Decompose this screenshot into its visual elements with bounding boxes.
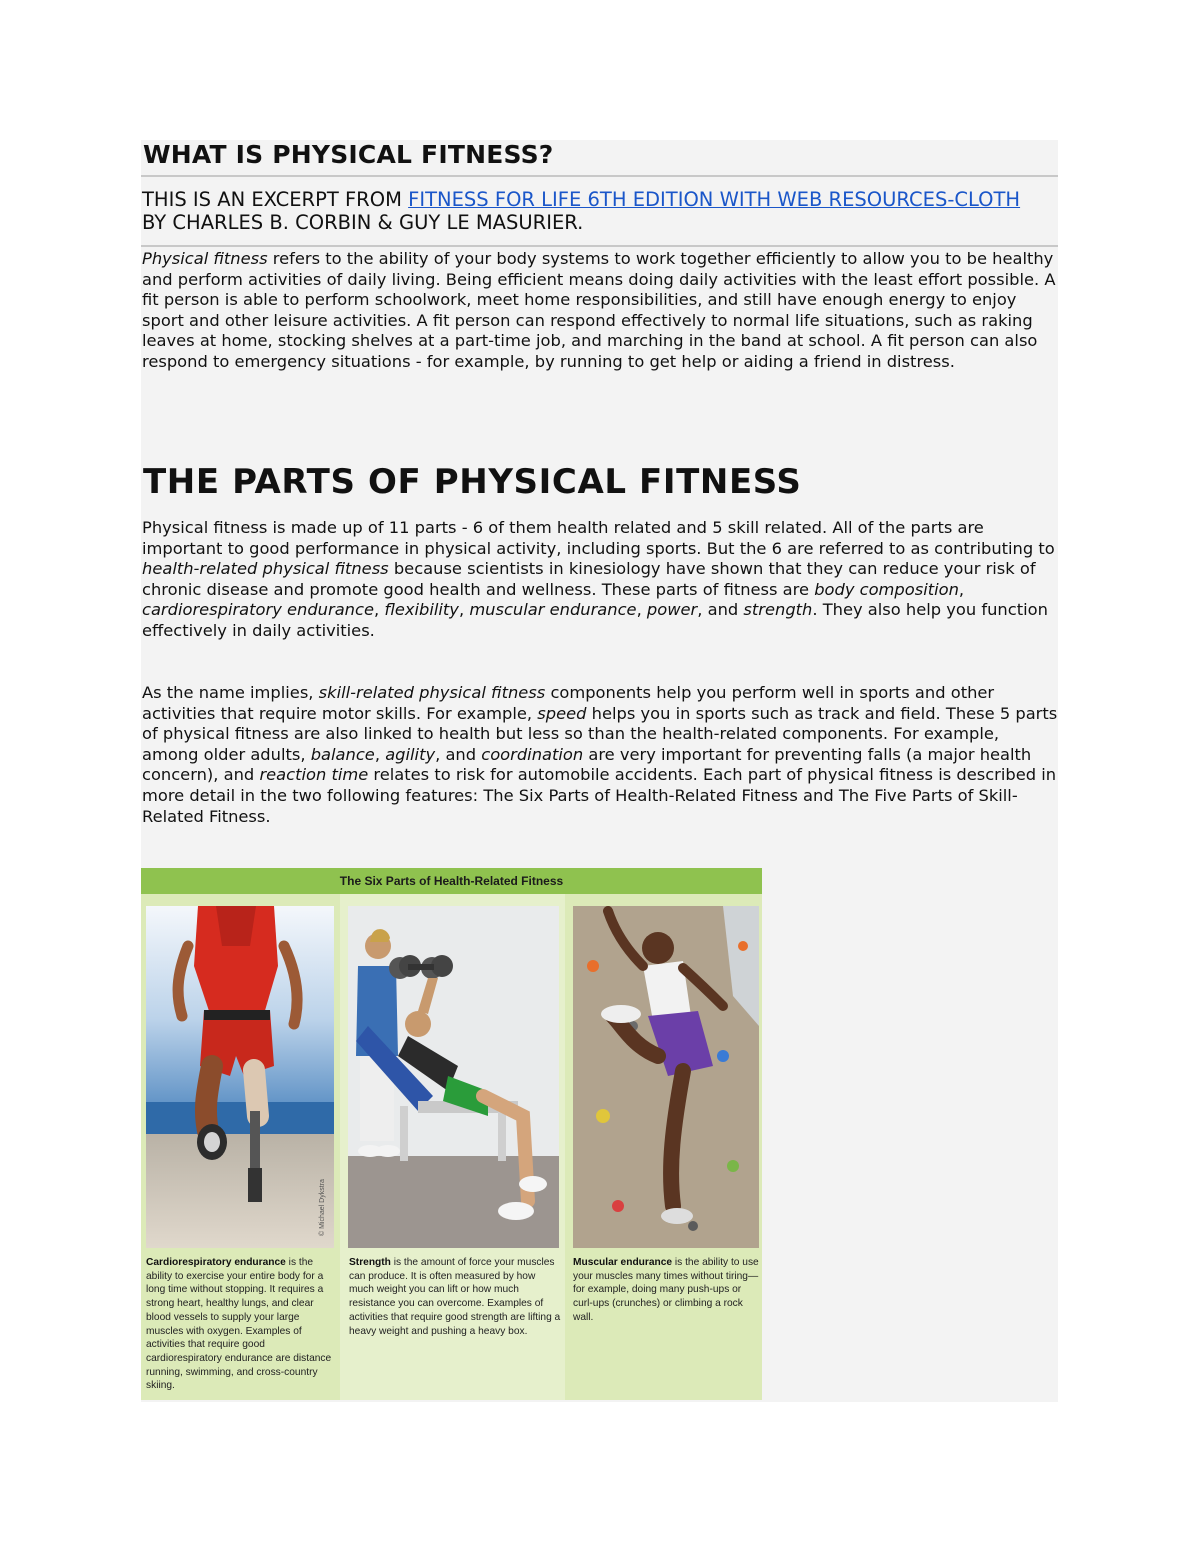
term-physical-fitness: Physical fitness bbox=[142, 249, 268, 268]
excerpt-divider bbox=[141, 245, 1058, 247]
term: balance bbox=[310, 744, 375, 764]
text: , bbox=[636, 600, 647, 620]
term: strength bbox=[743, 600, 813, 620]
text: , and bbox=[435, 744, 482, 764]
paragraph-text: refers to the ability of your body systems to work together efficiently to allow you to be healthy and perform activities of daily living. Being efficient means doing daily activities with the least effort possible. A fit person is able to perform schoolwork, meet home responsibilities, and still have enough energy to enjoy sport and other leisure activities. A fit person can respond effectively to normal life situations, such as raking leaves at home, stocking shelves at a part-time job, and marching in the band at school. A fit person can also respond to emergency situations - for example, by running to get help or aiding a friend in distress. bbox=[142, 249, 1056, 371]
runner-photo bbox=[146, 906, 334, 1248]
text: are very important for preventing falls (a major health concern), and bbox=[142, 744, 1032, 785]
climbing-photo bbox=[573, 906, 759, 1248]
paragraph-definition bbox=[142, 249, 1058, 373]
text: , bbox=[373, 600, 385, 620]
paragraph-skill-related bbox=[142, 683, 1058, 827]
caption-text: is the amount of force your muscles can produce. It is often measured by how much weight you can lift or how much resistance you can overcome. Examples of activities that require good strength are lifting a heavy weight and pushing a heavy box. bbox=[349, 1257, 561, 1337]
text: , bbox=[374, 744, 386, 764]
strength-photo bbox=[348, 906, 559, 1248]
caption-text: is the ability to use your muscles many times without tiring—for example, doing many push-ups or curl-ups (crunches) or climbing a rock wall. bbox=[573, 1257, 759, 1323]
term: cardiorespiratory endurance bbox=[142, 600, 374, 620]
caption-term: Muscular endurance bbox=[573, 1257, 673, 1268]
term: coordination bbox=[481, 744, 584, 764]
title-divider bbox=[141, 175, 1058, 177]
text: , and bbox=[697, 600, 744, 620]
runner-illustration bbox=[146, 906, 334, 1248]
excerpt-suffix: BY CHARLES B. CORBIN & GUY LE MASURIER. bbox=[142, 211, 584, 234]
caption-strength bbox=[349, 1256, 561, 1338]
term: speed bbox=[537, 703, 587, 723]
figure-column-strength bbox=[340, 894, 565, 1400]
caption-term: Cardiorespiratory endurance bbox=[146, 1257, 286, 1268]
page-title: WHAT IS PHYSICAL FITNESS? bbox=[143, 140, 554, 169]
term: muscular endurance bbox=[469, 600, 637, 620]
text: components help you perform well in sports and other activities that require motor skills. For example, bbox=[142, 683, 995, 723]
text: . They also help you function effectively in daily activities. bbox=[142, 600, 1048, 640]
term: reaction time bbox=[259, 765, 369, 785]
text: Physical fitness is made up of 11 parts - 6 of them health related and 5 skill related. All of the parts are important to good performance in physical activity, including sports. But the 6 are referred to as contributing to bbox=[142, 518, 1055, 558]
excerpt-note bbox=[142, 188, 1022, 234]
term: skill-related physical fitness bbox=[318, 683, 546, 702]
text: , bbox=[958, 579, 965, 599]
term: agility bbox=[385, 744, 436, 764]
caption-text: is the ability to exercise your entire body for a long time without stopping. It requires a strong heart, healthy lungs, and clear blood vessels to supply your large muscles with oxygen. Examples of activities that require good cardiorespiratory endurance are distance running, swimming, and cross-country skiing. bbox=[146, 1257, 332, 1392]
figure-title: The Six Parts of Health-Related Fitness bbox=[141, 868, 762, 894]
caption-muscular-endurance bbox=[573, 1256, 759, 1325]
term: power bbox=[646, 600, 698, 620]
figure-column-endurance bbox=[565, 894, 762, 1400]
rock-climber-illustration bbox=[573, 906, 759, 1248]
term: health-related physical fitness bbox=[142, 559, 389, 579]
photo-credit: © Michael Dykstra bbox=[319, 1179, 326, 1236]
book-link[interactable]: FITNESS FOR LIFE 6TH EDITION WITH WEB RESOURCES-CLOTH bbox=[408, 188, 1021, 211]
excerpt-prefix: THIS IS AN EXCERPT FROM bbox=[142, 188, 409, 211]
text: As the name implies, bbox=[142, 683, 319, 702]
health-fitness-figure bbox=[141, 868, 762, 1400]
caption-term: Strength bbox=[349, 1257, 391, 1268]
term: body composition bbox=[814, 579, 959, 599]
paragraph-health-related bbox=[142, 518, 1058, 642]
bench-press-illustration bbox=[348, 906, 559, 1248]
term: flexibility bbox=[384, 600, 459, 620]
figure-column-cardio bbox=[141, 894, 340, 1400]
caption-cardio bbox=[146, 1256, 336, 1393]
text: because scientists in kinesiology have shown that they can reduce your risk of chronic disease and promote good health and wellness. These parts of fitness are bbox=[142, 559, 1036, 599]
text: relates to risk for automobile accidents. Each part of physical fitness is described in more detail in the two following features: The Six Parts of Health-Related Fitness and The Five Parts of Skill-Related Fitness. bbox=[142, 765, 1057, 826]
section-heading: THE PARTS OF PHYSICAL FITNESS bbox=[143, 462, 802, 502]
text: , bbox=[458, 600, 470, 620]
text: helps you in sports such as track and field. These 5 parts of physical fitness are also linked to health but less so than the health-related components. For example, among older adults, bbox=[142, 703, 1058, 764]
